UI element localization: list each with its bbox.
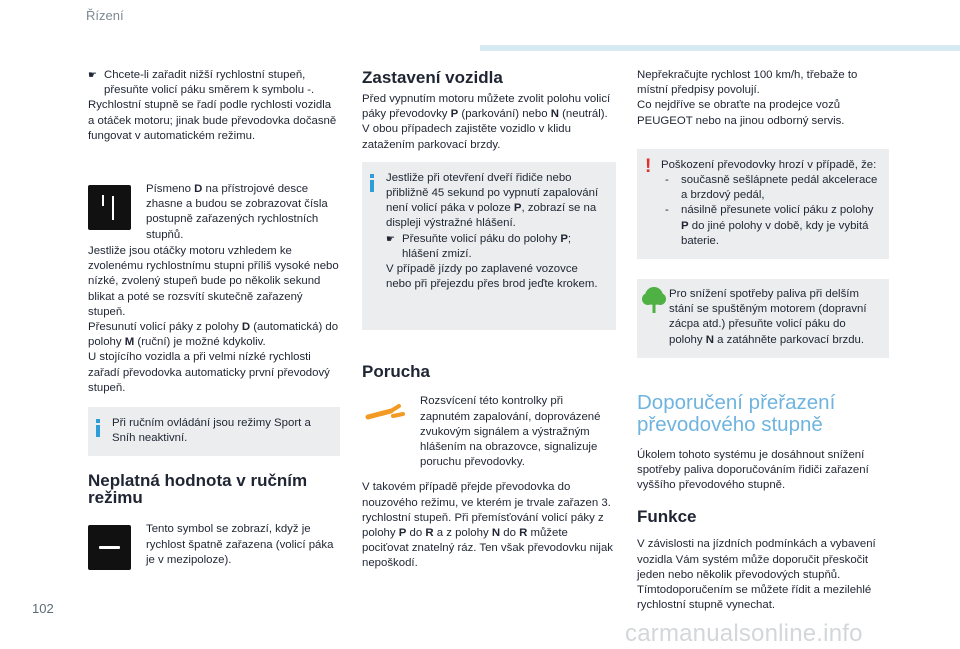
paragraph: V takovém případě přejde převodovka do nouzového režimu, ve kterém je trvale zařazen 3. rychlostní stupeň. Při přemísťování volicí páky z polohy P do R a z polohy N do R můžete pociťovat znatelný ráz. Ten však převodovku nijak nepoškodí. [362, 481, 613, 570]
paragraph: Jestliže jsou otáčky motoru vzhledem ke zvolenému rychlostnímu stupni příliš vysoké nebo nízké, zvolený stupeň bude po několik sekund blikat a poté se rozsvítí skutečně zařazený stupeň. [88, 245, 339, 318]
watermark: carmanualsonline.info [625, 620, 863, 647]
heading-fault: Porucha [362, 362, 431, 382]
heading-gear-recommendation: Doporučení přeřazení převodového stupně [637, 390, 836, 436]
warning-icon: ! [645, 155, 652, 177]
info-box-manual: Při ručním ovládání jsou režimy Sport a Sníh neaktivní. [88, 407, 340, 456]
paragraph: V obou případech zajistěte vozidlo v klidu zatažením parkovací brzdy. [362, 123, 571, 151]
heading-stopping: Zastavení vozidla [362, 68, 503, 87]
info-box-door: Jestliže při otevření dveří řidiče nebo přibližně 45 sekund po vypnutí zapalování není volicí páka v poloze P, zobrazí se na displeji výstražné hlášení. ☛ Přesuňte volicí páku do polohy P; hlášení zmizí. V případě jízdy po zaplavené vozovce nebo při přejezdu přes brod jeďte krokem. [362, 162, 616, 331]
column-2 [362, 68, 616, 572]
paragraph: V závislosti na jízdních podmínkách a vybavení vozidla Vám systém může doporučit přeskočit jeden nebo několik převodových stupňů. Tímtodoporučením se můžete řídit a mezilehlé rychlostní stupně vynechat. [637, 538, 876, 612]
heading-invalid-value: Neplatná hodnota v ručním režimu [88, 471, 308, 508]
invalid-gear-note: Tento symbol se zobrazí, když je rychlost špatně zařazena (volicí páka je v mezipoloze). [88, 522, 340, 584]
paragraph: Přesunutí volicí páky z polohy D (automatická) do polohy M (ruční) je možné kdykoliv. [88, 321, 339, 349]
bullet-downshift: ☛ Chcete-li zařadit nižší rychlostní stupeň, přesuňte volicí páku směrem k symbolu -. [88, 69, 315, 97]
paragraph: Co nejdříve se obraťte na prodejce vozů PEUGEOT nebo na jinou odborný servis. [637, 99, 845, 127]
info-icon [94, 419, 102, 437]
arrow-icon: ☛ [386, 233, 395, 245]
gear-display-note: Písmeno D na přístrojové desce zhasne a budou se zobrazovat čísla postupně zařazených rychlostních stupňů. [88, 182, 340, 244]
eco-tip-box: Pro snížení spotřeby paliva při delším stání se spuštěným motorem (dopravní zácpa atd.) přesuňte volicí páku do polohy N a zatáhněte parkovací brzdu. [637, 279, 889, 358]
heading-function: Funkce [637, 507, 697, 527]
column-3 [637, 68, 889, 613]
dash-symbol-icon [88, 525, 131, 570]
paragraph: U stojícího vozidla a při velmi nízké rychlosti zařadí převodovka automaticky první převodový stupeň. [88, 351, 330, 394]
section-header: Řízení [86, 8, 124, 23]
column-1 [88, 68, 340, 584]
paragraph: Nepřekračujte rychlost 100 km/h, třebaže to místní předpisy povolují. [637, 69, 858, 97]
gear-indicator-icon [88, 185, 131, 230]
paragraph: Před vypnutím motoru můžete zvolit polohu volicí páky převodovky P (parkování) nebo N (neutrál). [362, 93, 611, 121]
fault-warning-note: Rozsvícení této kontrolky při zapnutém zapalování, doprovázené zvukovým signálem a výstražným hlášením na obrazovce, signalizuje poruchu převodovky. [362, 394, 616, 470]
paragraph: Úkolem tohoto systému je dosáhnout snížení spotřeby paliva doporučováním řidiči zařazení vyššího převodového stupně. [637, 448, 869, 492]
warning-box: ! Poškození převodovky hrozí v případě, že: - současně sešlápnete pedál akcelerace a brzdový pedál, - násilně přesunete volicí páku z polohy P do jiné polohy v době, kdy je vybitá baterie. [637, 149, 889, 259]
page-number: 102 [32, 601, 54, 616]
paragraph: Rychlostní stupně se řadí podle rychlosti vozidla a otáček motoru; jinak bude převodovka dočasně fungovat v automatickém režimu. [88, 99, 337, 142]
eco-tree-icon [639, 285, 669, 315]
wrench-icon [365, 402, 407, 424]
header-rule [480, 45, 960, 51]
info-icon [368, 174, 376, 192]
arrow-icon: ☛ [88, 70, 97, 81]
